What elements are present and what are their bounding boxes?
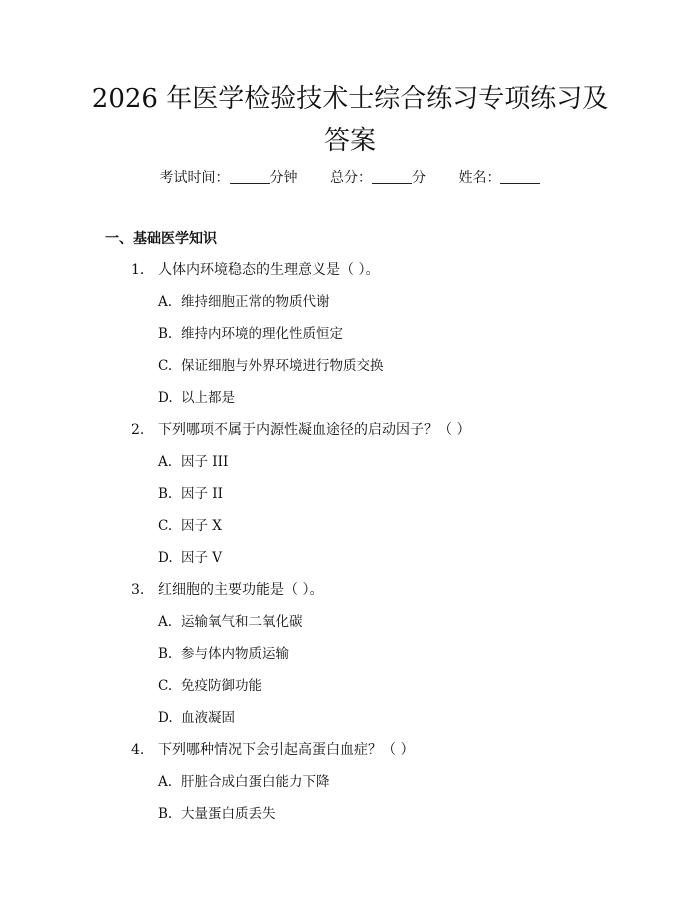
exam-info	[0, 168, 700, 188]
question-number: 3.	[131, 582, 145, 598]
option-text: 因子 III	[181, 454, 229, 470]
option-text: 保证细胞与外界环境进行物质交换	[181, 358, 384, 374]
option-letter: D.	[158, 550, 173, 566]
option-text: 维持细胞正常的物质代谢	[181, 294, 330, 310]
answer-option	[0, 292, 700, 324]
student-name	[458, 170, 540, 186]
student-name-blank	[500, 169, 540, 184]
option-letter: C.	[158, 518, 173, 534]
answer-option	[0, 772, 700, 804]
option-letter: D.	[158, 710, 173, 726]
option-letter: C.	[158, 358, 173, 374]
question-text: 下列哪项不属于内源性凝血途径的启动因子？（ ）	[158, 422, 471, 438]
title-line-1: 2026 年医学检验技术士综合练习专项练习及	[91, 84, 609, 114]
answer-option	[0, 708, 700, 740]
option-text: 维持内环境的理化性质恒定	[181, 326, 343, 342]
option-letter: D.	[158, 390, 173, 406]
option-letter: A.	[158, 614, 173, 630]
total-score-unit: 分	[412, 170, 426, 186]
section-title: 一、基础医学知识	[105, 231, 217, 247]
option-letter: A.	[158, 454, 173, 470]
option-text: 因子 X	[181, 518, 222, 534]
option-text: 因子 V	[181, 550, 223, 566]
total-score-label: 总分：	[330, 170, 372, 186]
document-title	[80, 78, 620, 162]
exam-time-unit: 分钟	[269, 170, 298, 186]
total-score	[330, 170, 430, 186]
question-item	[0, 260, 700, 292]
exam-time-label: 考试时间：	[159, 170, 230, 186]
title-line-2: 答案	[323, 126, 376, 156]
option-letter: B.	[158, 646, 173, 662]
answer-option	[0, 324, 700, 356]
answer-option	[0, 388, 700, 420]
exam-time-blank	[230, 169, 270, 184]
option-text: 免疫防御功能	[181, 678, 262, 694]
option-text: 参与体内物质运输	[181, 646, 289, 662]
exam-time	[160, 170, 302, 186]
student-name-label: 姓名：	[458, 170, 501, 186]
question-list	[0, 260, 700, 836]
question-number: 2.	[131, 422, 145, 438]
question-item	[0, 420, 700, 452]
option-text: 以上都是	[181, 390, 235, 406]
option-letter: A.	[158, 294, 173, 310]
option-text: 血液凝固	[181, 710, 235, 726]
answer-option	[0, 676, 700, 708]
option-letter: B.	[158, 326, 173, 342]
option-text: 肝脏合成白蛋白能力下降	[181, 774, 330, 790]
question-text: 下列哪种情况下会引起高蛋白血症？（ ）	[158, 742, 415, 758]
question-item	[0, 740, 700, 772]
answer-option	[0, 452, 700, 484]
answer-option	[0, 644, 700, 676]
answer-option	[0, 356, 700, 388]
option-letter: B.	[158, 806, 173, 822]
option-text: 因子 II	[181, 486, 223, 502]
answer-option	[0, 516, 700, 548]
question-item	[0, 580, 700, 612]
question-text: 红细胞的主要功能是（ ）。	[158, 582, 324, 598]
question-number: 4.	[131, 742, 145, 758]
option-letter: B.	[158, 486, 173, 502]
answer-option	[0, 484, 700, 516]
answer-option	[0, 612, 700, 644]
total-score-blank	[372, 169, 412, 184]
option-letter: C.	[158, 678, 173, 694]
question-number: 1.	[131, 262, 145, 278]
option-text: 运输氧气和二氧化碳	[181, 614, 303, 630]
option-letter: A.	[158, 774, 173, 790]
question-text: 人体内环境稳态的生理意义是（ ）。	[158, 262, 380, 278]
answer-option	[0, 804, 700, 836]
answer-option	[0, 548, 700, 580]
option-text: 大量蛋白质丢失	[181, 806, 276, 822]
